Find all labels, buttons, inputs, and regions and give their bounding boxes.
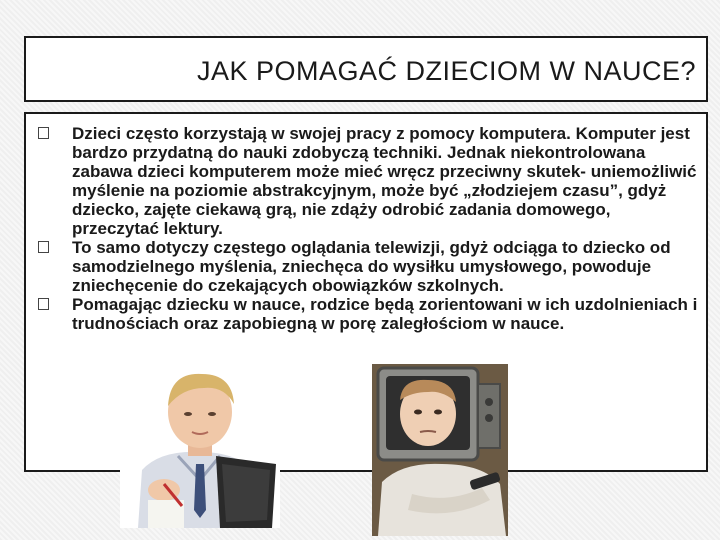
boy-with-laptop-photo [120,360,280,528]
bullet-item [38,238,700,295]
bullet-text: Dzieci często korzystają w swojej pracy z pomocy komputera. Komputer jest bardzo przydatną do nauki zdobyczą techniki. Jednak niekontrolowana zabawa dzieci komputerem może mieć wręcz przeciwny skutek- uniemożliwić myślenie na poziomie abstrakcyjnym, może być „złodziejem czasu”, gdyż dziecko, zajęte ciekawą grą, nie zdąży odrobić zadania domowego, przeczytać lektury. [72,124,697,238]
title-box [24,36,708,102]
bullet-text: To samo dotyczy częstego oglądania telewizji, gdyż odciąga to dziecko od samodzielnego myślenia, zniechęca do wysiłku umysłowego, powoduje zniechęcenie do czekających obowiązków szkolnych. [72,238,671,295]
slide-title: JAK POMAGAĆ DZIECIOM W NAUCE? [196,56,696,86]
empty-square-bullet-icon [38,127,49,139]
bullet-text: Pomagając dziecku w nauce, rodzice będą zorientowani w ich uzdolnieniach i trudnościach oraz zapobiegną w porę zaległościom w nauce. [72,295,698,333]
bullet-item [38,295,700,333]
empty-square-bullet-icon [38,298,49,310]
tv-head-person-photo [372,364,508,536]
bullet-list [38,124,700,333]
bullet-item [38,124,700,238]
empty-square-bullet-icon [38,241,49,253]
